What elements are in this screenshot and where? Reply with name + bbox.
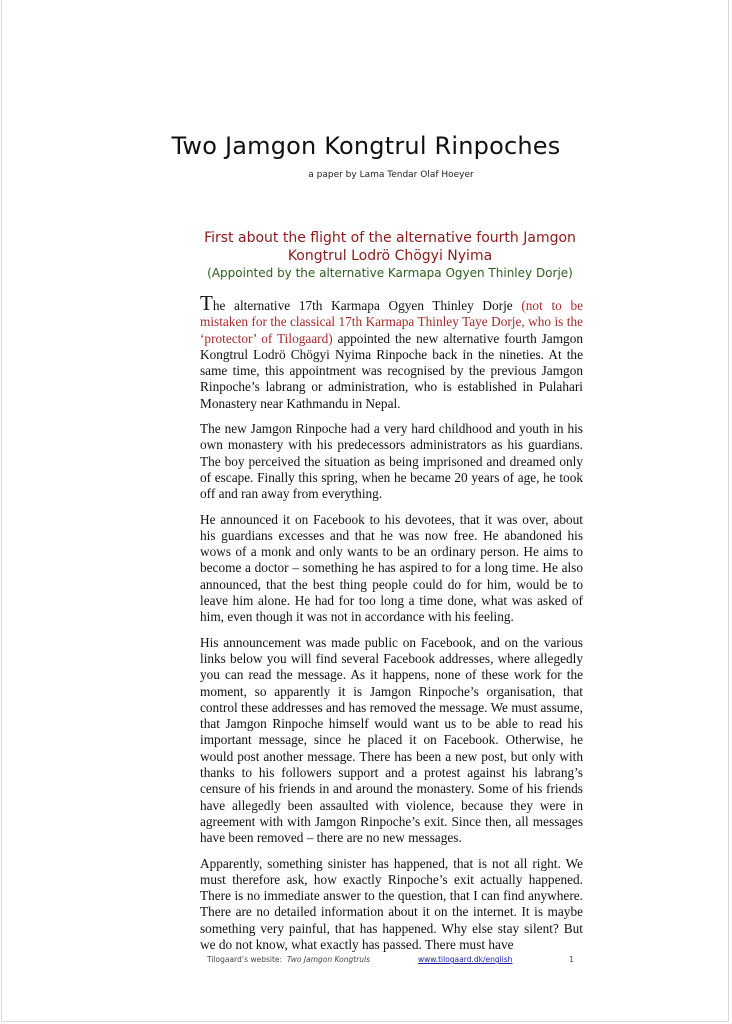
paragraph-1-start: he alternative 17th Karmapa Ogyen Thinley Dorje [212,298,522,313]
footer-site-info [207,955,370,964]
section-heading-line1: First about the flight of the alternative fourth Jamgon [204,230,576,246]
page-number: 1 [569,955,574,964]
drop-cap: T [200,291,213,315]
section-heading-line2: Kongtrul Lodrö Chögyi Nyima [287,248,493,264]
paragraph-3: He announced it on Facebook to his devotees, that it was over, about his guardians excesses and that he was now free. He abandoned his wows of a monk and only wants to be an ordinary person. He aims to become a doctor – something he has aspired to for a long time. He also announced, that the best thing people could do for him, would be to leave him alone. He had for too long a time done, what was asked of him, even though it was not in accordance with his feeling. [200,511,583,625]
karmapa-note: (not to be mistaken for the classical 17th Karmapa Thinley Taye Dorje, who is the ‘protector’ of Tilogaard) [200,298,584,346]
paragraph-1 [200,291,584,412]
paragraph-5: Apparently, something sinister has happened, that is not all right. We must therefore ask, how exactly Rinpoche’s exit actually happened. There is no immediate answer to the question, that I can find anywhere. There are no detailed information about it on the internet. It is maybe something very painful, that has happened. Why else stay silent? But we do not know, what exactly has passed. There must have [200,855,583,952]
paragraph-4: His announcement was made public on Facebook, and on the various links below you will find several Facebook addresses, where allegedly you can read the message. As it happens, none of these work for the moment, so apparently it is Jamgon Rinpoche’s organisation, that control these addresses and has removed the message. We must assume, that Jamgon Rinpoche himself would want us to be able to read his important message, since he placed it on Facebook. Otherwise, he would post another message. There has been a new post, but only with thanks to his followers support and a protest against his labrang’s censure of his friends in and around the monastery. Some of his friends have allegedly been assaulted with violence, because they were in agreement with with Jamgon Rinpoche’s exit. Since then, all messages have been removed – there are no new messages. [200,634,583,846]
section-heading [180,229,600,265]
paragraph-2: The new Jamgon Rinpoche had a very hard childhood and youth in his own monastery with his predecessors administrators as his guardians. The boy perceived the situation as being imprisoned and dreamed only of escape. Finally this spring, when he became 20 years of age, he took off and ran away from everything. [200,421,583,502]
section-subheading: (Appointed by the alternative Karmapa Ogyen Thinley Dorje) [207,266,573,280]
document-title: Two Jamgon Kongtrul Rinpoches [171,132,561,160]
article-body [200,291,584,962]
paragraph-1-rest: appointed the new alternative fourth Jamgon Kongtrul Lodrö Chögyi Nyima Rinpoche back in the nineties. At the same time, this appointment was recognised by the previous Jamgon Rinpoche’s labrang or administration, who is established in Pulahari Monastery near Kathmandu in Nepal. [200,330,583,411]
footer-site-label: Tilogaard’s website: [207,955,283,964]
footer-website-link[interactable]: www.tilogaard.dk/english [418,955,513,964]
document-subtitle: a paper by Lama Tendar Olaf Hoeyer [308,170,474,180]
footer-site-title: Two Jamgon Kongtruls [286,955,371,964]
